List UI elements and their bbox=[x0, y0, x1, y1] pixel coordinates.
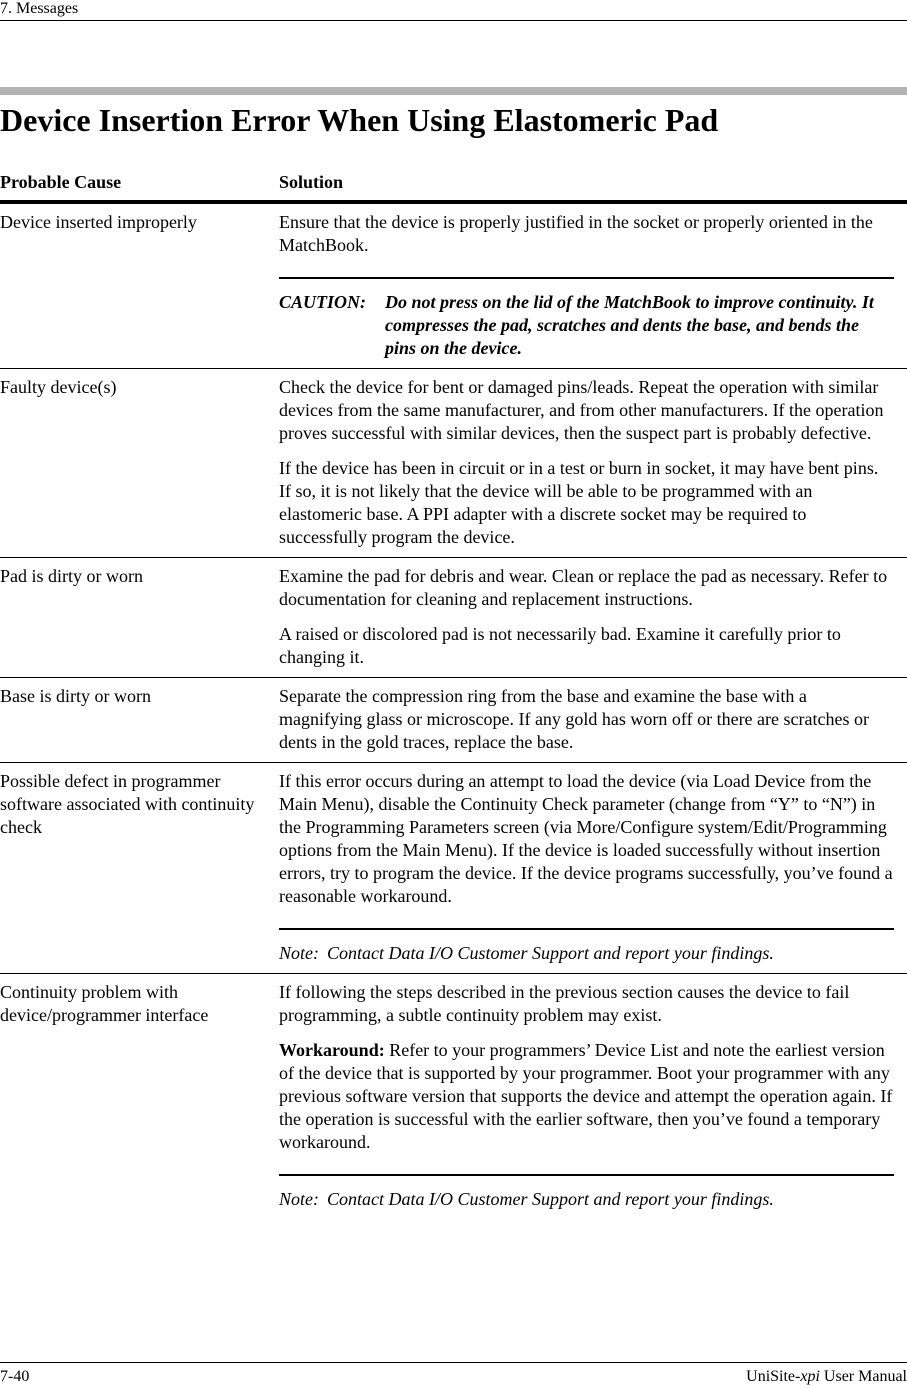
manual-title bbox=[746, 1368, 907, 1386]
solution-cell bbox=[279, 369, 894, 557]
solution-cell bbox=[279, 204, 894, 368]
solution-paragraph: If the device has been in circuit or in a test or burn in socket, it may have bent pins. If so, it is not likely that the device will be able to be programmed with an elastomeric base. A PPI adapter with a discrete socket may be required to successfully program the device. bbox=[279, 458, 879, 547]
header-rule bbox=[0, 20, 907, 21]
table-row bbox=[0, 974, 907, 1219]
workaround-paragraph bbox=[279, 1039, 894, 1154]
header-probable-cause: Probable Cause bbox=[0, 172, 122, 192]
solution-paragraph: Check the device for bent or damaged pins/leads. Repeat the operation with similar devices from the same manufacturer, and from other manufacturers. If the operation proves successful with similar devices, then the suspect part is probably defective. bbox=[279, 377, 884, 443]
manual-title-prefix: UniSite- bbox=[746, 1368, 801, 1385]
solution-paragraph: If following the steps described in the previous section causes the device to fail programming, a subtle continuity problem may exist. bbox=[279, 982, 850, 1025]
solution-paragraph: If this error occurs during an attempt to load the device (via Load Device from the Main Menu), disable the Continuity Check parameter (change from “Y” to “N”) in the Programming Parameters screen (via More/Configure system/Edit/Programming options from the Main Menu). If the device is loaded successfully without insertion errors, try to program the device. If the device programs successfully, you’ve found a reasonable workaround. bbox=[279, 771, 893, 906]
note-label: Note: bbox=[279, 943, 319, 963]
note-notice bbox=[279, 942, 894, 965]
running-head: 7. Messages bbox=[0, 0, 79, 17]
table-row bbox=[0, 678, 907, 763]
cause-cell: Faulty device(s) bbox=[0, 377, 117, 397]
cause-cell: Continuity problem with device/programmer interface bbox=[0, 982, 209, 1025]
workaround-label: Workaround: bbox=[279, 1040, 385, 1060]
solution-paragraph: Ensure that the device is properly justified in the socket or properly oriented in the MatchBook. bbox=[279, 212, 873, 255]
solution-cell bbox=[279, 763, 894, 973]
solution-cell bbox=[279, 974, 894, 1219]
section-bar bbox=[0, 87, 907, 95]
header-solution: Solution bbox=[279, 172, 344, 192]
caution-rule bbox=[279, 277, 894, 279]
workaround-text: Refer to your programmers’ Device List and note the earliest version of the device that is supported by your programmer. Boot your programmer with any previous software version that supports the device and attempt the operation again. If the operation is successful with the earlier software, then you’ve found a temporary workaround. bbox=[279, 1040, 893, 1152]
cause-cell: Possible defect in programmer software associated with continuity check bbox=[0, 771, 255, 837]
manual-title-suffix: User Manual bbox=[819, 1368, 907, 1385]
solution-cell bbox=[279, 678, 894, 762]
page-number: 7-40 bbox=[0, 1368, 30, 1385]
solution-paragraph: Examine the pad for debris and wear. Clean or replace the pad as necessary. Refer to documentation for cleaning and replacement instructions. bbox=[279, 566, 888, 609]
note-label: Note: bbox=[279, 1189, 319, 1209]
footer-rule bbox=[0, 1362, 907, 1363]
page-title: Device Insertion Error When Using Elastomeric Pad bbox=[0, 102, 719, 138]
table-row bbox=[0, 558, 907, 678]
solution-paragraph: Separate the compression ring from the base and examine the base with a magnifying glass or microscope. If any gold has worn off or there are scratches or dents in the gold traces, replace the base. bbox=[279, 686, 869, 752]
table-header bbox=[0, 170, 907, 204]
troubleshooting-table bbox=[0, 170, 907, 1219]
caution-notice bbox=[279, 291, 894, 360]
cause-cell: Device inserted improperly bbox=[0, 212, 197, 232]
note-text: Contact Data I/O Customer Support and report your findings. bbox=[327, 1189, 774, 1209]
table-row bbox=[0, 204, 907, 369]
cause-cell: Pad is dirty or worn bbox=[0, 566, 143, 586]
solution-cell bbox=[279, 558, 894, 677]
solution-paragraph: A raised or discolored pad is not necessarily bad. Examine it carefully prior to changing it. bbox=[279, 624, 841, 667]
cause-cell: Base is dirty or worn bbox=[0, 686, 151, 706]
note-rule bbox=[279, 928, 894, 930]
table-row bbox=[0, 763, 907, 974]
note-text: Contact Data I/O Customer Support and report your findings. bbox=[327, 943, 774, 963]
note-notice bbox=[279, 1188, 894, 1211]
note-rule bbox=[279, 1174, 894, 1176]
caution-label: CAUTION: bbox=[279, 292, 367, 312]
manual-title-model: xpi bbox=[800, 1368, 820, 1385]
table-row bbox=[0, 369, 907, 558]
caution-text: Do not press on the lid of the MatchBook to improve continuity. It compresses the pad, scratches and dents the base, and bends the pins on the device. bbox=[385, 292, 874, 358]
